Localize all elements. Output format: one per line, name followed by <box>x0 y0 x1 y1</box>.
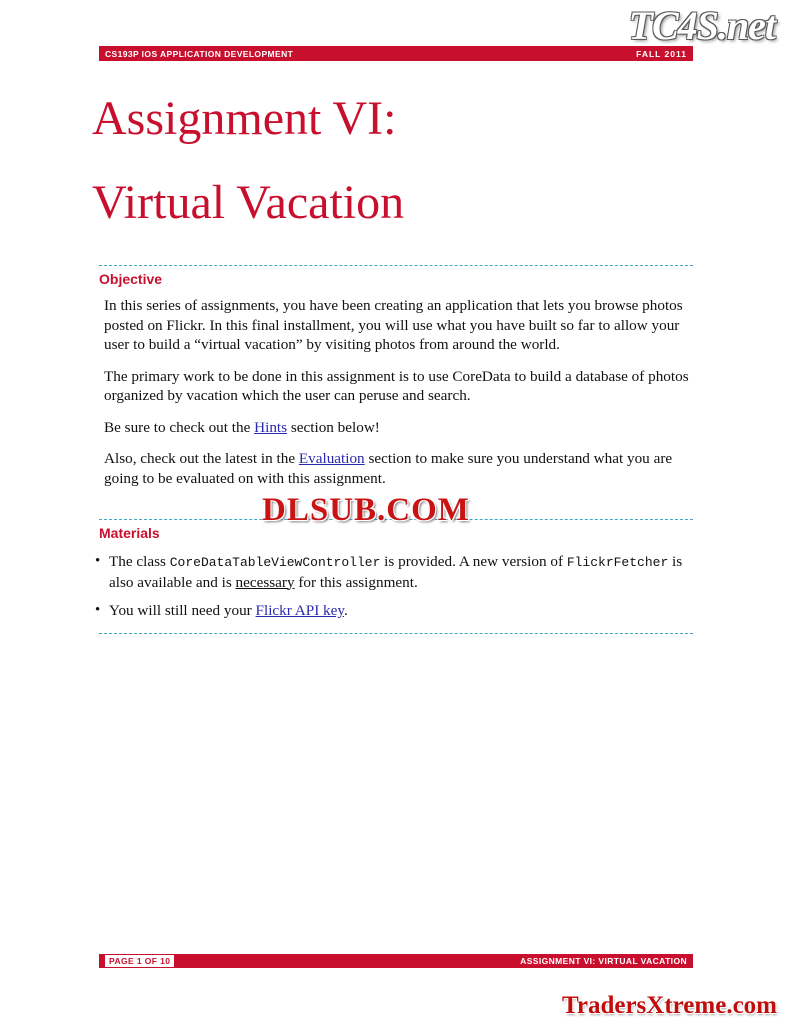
watermark-center: DLSUB.COM <box>262 492 470 528</box>
header-course-label: CS193P IOS APPLICATION DEVELOPMENT <box>105 48 294 59</box>
p4-after: section to make sure you understand what you are going to be evaluated on with this assignment. <box>104 450 673 487</box>
materials-bottom-rule <box>99 633 693 634</box>
b1-after-line: is also available and is <box>109 553 683 591</box>
b1-underlined-necessary: necessary <box>235 573 295 591</box>
objective-paragraph-1: In this series of assignments, you have been creating an application that lets you browse photos posted on Flickr. In this final installment, you will use what you have built so far to allow your user to build a “virtual vacation” by visiting photos from around the world. <box>104 297 683 353</box>
b1-before: The class <box>109 553 170 570</box>
hints-link[interactable]: Hints <box>254 418 288 436</box>
p3-before: Be sure to check out the <box>104 418 255 436</box>
bullet-dot-icon: • <box>95 553 101 569</box>
objective-paragraph-2: The primary work to be done in this assignment is to use CoreData to build a database of photos organized by vacation which the user can peruse and search. <box>104 367 689 404</box>
p3-after: section below! <box>287 418 380 436</box>
objective-top-rule <box>99 265 693 266</box>
objective-body <box>104 296 696 500</box>
section-heading-materials: Materials <box>99 525 160 541</box>
section-heading-objective: Objective <box>99 271 163 287</box>
objective-paragraph-3 <box>104 418 696 438</box>
flickr-api-key-link[interactable]: Flickr API key <box>255 602 344 619</box>
b1-middle: is provided. A new version of <box>380 553 567 570</box>
p4-before: Also, check out the latest in the <box>104 450 299 467</box>
bullet-dot-icon: • <box>95 602 101 618</box>
code-flickrfetcher: FlickrFetcher <box>566 555 669 570</box>
watermark-bottom-right: TradersXtreme.com <box>562 992 777 1019</box>
page-header-bar <box>99 46 693 61</box>
materials-bullet-2-text <box>109 601 695 621</box>
assignment-title-line1: Assignment VI: <box>92 92 397 145</box>
evaluation-link[interactable]: Evaluation <box>298 450 365 467</box>
b2-before: You will still need your <box>109 602 256 619</box>
footer-assignment-label: ASSIGNMENT VI: VIRTUAL VACATION <box>520 956 687 966</box>
footer-page-number: PAGE 1 OF 10 <box>105 955 174 967</box>
b2-after: . <box>344 602 348 619</box>
b1-tail: for this assignment. <box>294 573 418 591</box>
header-term-label: FALL 2011 <box>636 48 687 59</box>
materials-bullet-1-text <box>109 552 695 592</box>
objective-paragraph-4 <box>104 449 696 488</box>
list-item <box>95 552 695 592</box>
materials-bullet-list <box>95 552 695 630</box>
code-coredatatableviewcontroller: CoreDataTableViewController <box>169 555 381 570</box>
list-item <box>95 601 695 621</box>
assignment-title-line2: Virtual Vacation <box>92 176 405 229</box>
watermark-top-right: TC4S.net <box>628 3 775 48</box>
page-footer-bar <box>99 954 693 968</box>
